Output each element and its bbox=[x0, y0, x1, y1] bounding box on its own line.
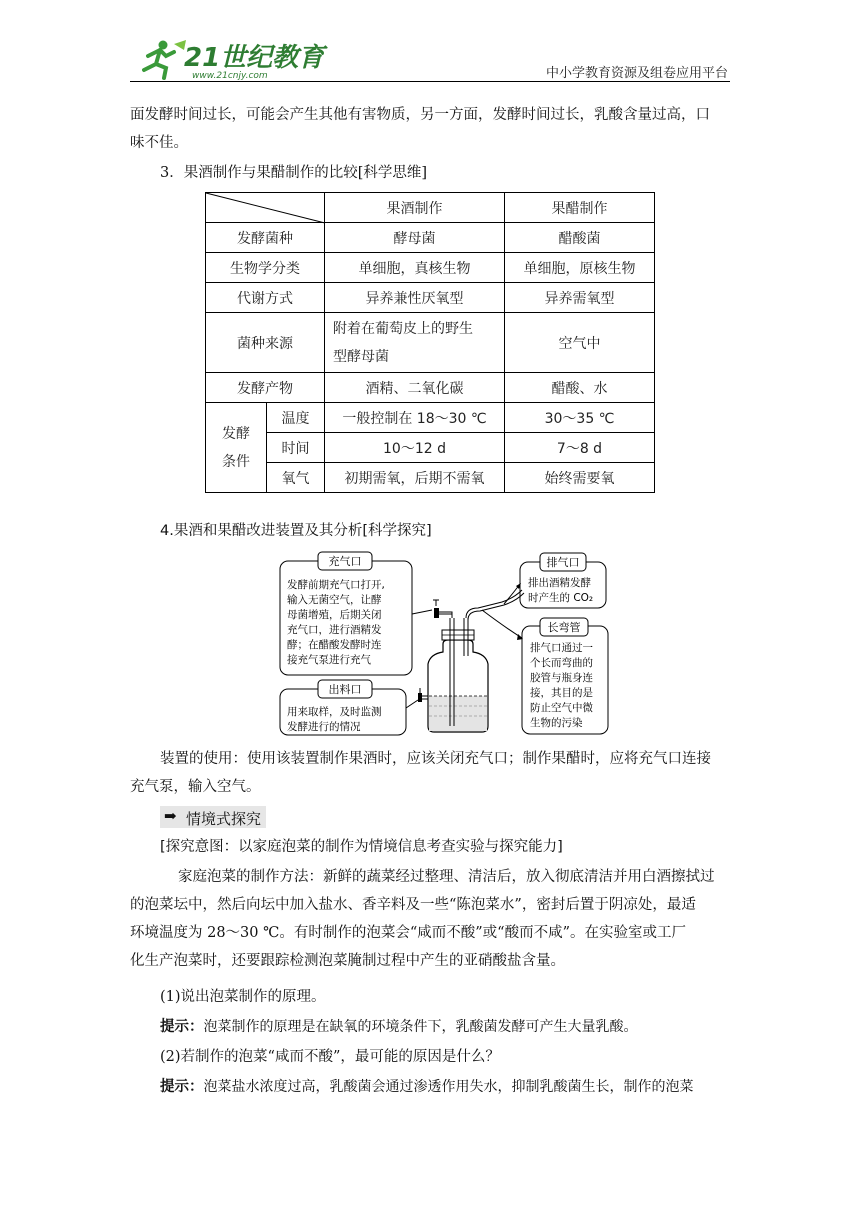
row-label: 代谢方式 bbox=[206, 283, 325, 313]
diagonal-header-cell bbox=[206, 193, 325, 223]
site-logo bbox=[130, 36, 325, 82]
page-header bbox=[0, 0, 860, 90]
inlet-line: 发酵前期充气口打开, bbox=[287, 579, 385, 591]
paragraph-line: 的泡菜坛中，然后向坛中加入盐水、香辛料及一些“陈泡菜水”，密封后置于阴凉处，最适 bbox=[130, 897, 696, 913]
paragraph-line: 充气泵，输入空气。 bbox=[130, 779, 261, 795]
cell-vinegar: 空气中 bbox=[505, 313, 655, 373]
section-4-title: 4.果酒和果醋改进装置及其分析[科学探究] bbox=[160, 523, 432, 539]
arrow-right-icon: ➡ bbox=[164, 807, 177, 825]
outlet-title: 出料口 bbox=[328, 683, 362, 696]
exhaust-callout bbox=[520, 553, 606, 608]
exhaust-title: 排气口 bbox=[546, 556, 580, 569]
cell-vinegar: 始终需要氧 bbox=[505, 463, 655, 493]
group-label-conditions bbox=[206, 403, 267, 493]
inlet-callout bbox=[280, 552, 412, 675]
table-row bbox=[206, 373, 655, 403]
group-label-line: 条件 bbox=[222, 453, 250, 470]
exhaust-line: 排出酒精发酵 bbox=[528, 577, 591, 589]
inlet-line: 酵；在醋酸发酵时连 bbox=[287, 639, 382, 651]
cell-wine: 酵母菌 bbox=[325, 223, 505, 253]
col-header-vinegar: 果醋制作 bbox=[505, 193, 655, 223]
table-row bbox=[206, 223, 655, 253]
cell-vinegar: 醋酸、水 bbox=[505, 373, 655, 403]
inlet-line: 母菌增殖，后期关闭 bbox=[287, 609, 382, 621]
cell-wine: 一般控制在 18～30 ℃ bbox=[325, 403, 505, 433]
cell-wine: 异养兼性厌氧型 bbox=[325, 283, 505, 313]
paragraph-line: 味不佳。 bbox=[130, 135, 188, 151]
fermentation-apparatus-diagram bbox=[278, 548, 614, 738]
table-row bbox=[206, 433, 655, 463]
row-label: 生物学分类 bbox=[206, 253, 325, 283]
row-label: 时间 bbox=[267, 433, 325, 463]
cell-vinegar: 7～8 d bbox=[505, 433, 655, 463]
cell-wine-line: 附着在葡萄皮上的野生 bbox=[333, 320, 473, 337]
tube-line: 个长而弯曲的 bbox=[530, 657, 593, 669]
paragraph-line: 家庭泡菜的制作方法：新鲜的蔬菜经过整理、清洁后，放入彻底清洁并用白酒擦拭过 bbox=[178, 869, 715, 885]
cell-vinegar: 异养需氧型 bbox=[505, 283, 655, 313]
answer-text: 泡菜盐水浓度过高，乳酸菌会通过渗透作用失水，抑制乳酸菌生长，制作的泡菜 bbox=[203, 1079, 694, 1095]
answer-2 bbox=[160, 1072, 694, 1102]
tube-line: 接，其目的是 bbox=[530, 687, 593, 699]
diagonal-line bbox=[206, 193, 325, 223]
outlet-line: 发酵进行的情况 bbox=[287, 721, 361, 733]
inlet-line: 输入无菌空气，让酵 bbox=[287, 594, 382, 606]
inlet-title: 充气口 bbox=[328, 555, 362, 568]
tube-line: 生物的污染 bbox=[530, 717, 583, 729]
row-label: 发酵菌种 bbox=[206, 223, 325, 253]
paragraph-line: 化生产泡菜时，还要跟踪检测泡菜腌制过程中产生的亚硝酸盐含量。 bbox=[130, 953, 565, 969]
runner-icon bbox=[144, 40, 186, 78]
answer-text: 泡菜制作的原理是在缺氧的环境条件下，乳酸菌发酵可产生大量乳酸。 bbox=[203, 1019, 638, 1035]
tube-line: 防止空气中微 bbox=[530, 702, 593, 714]
section-banner bbox=[160, 806, 266, 828]
paragraph-line: 面发酵时间过长，可能会产生其他有害物质，另一方面，发酵时间过长，乳酸含量过高，口 bbox=[130, 107, 710, 123]
table-row bbox=[206, 463, 655, 493]
cell-wine: 酒精、二氧化碳 bbox=[325, 373, 505, 403]
cell-wine: 初期需氧，后期不需氧 bbox=[325, 463, 505, 493]
col-header-wine: 果酒制作 bbox=[325, 193, 505, 223]
group-label-line: 发酵 bbox=[222, 425, 250, 442]
section-3-title: 3．果酒制作与果醋制作的比较[科学思维] bbox=[160, 165, 428, 181]
cell-wine: 单细胞，真核生物 bbox=[325, 253, 505, 283]
row-label: 氧气 bbox=[267, 463, 325, 493]
exhaust-line: 时产生的 CO₂ bbox=[528, 592, 594, 604]
platform-name: 中小学教育资源及组卷应用平台 bbox=[545, 66, 728, 81]
row-label: 菌种来源 bbox=[206, 313, 325, 373]
cell-vinegar: 醋酸菌 bbox=[505, 223, 655, 253]
tube-callout bbox=[522, 618, 608, 734]
outlet-line: 用来取样，及时监测 bbox=[287, 706, 382, 718]
inlet-line: 接充气泵进行充气 bbox=[287, 654, 371, 666]
tube-line: 胶管与瓶身连 bbox=[530, 672, 593, 684]
hint-label: 提示： bbox=[160, 1079, 204, 1095]
intent-line: [探究意图：以家庭泡菜的制作为情境信息考查实验与探究能力] bbox=[160, 839, 563, 855]
cell-wine-line: 型酵母菌 bbox=[333, 348, 389, 365]
paragraph-line: 环境温度为 28～30 ℃。有时制作的泡菜会“咸而不酸”或“酸而不咸”。在实验室或工厂 bbox=[130, 925, 686, 941]
table-row bbox=[206, 253, 655, 283]
cell-wine: 10～12 d bbox=[325, 433, 505, 463]
table-row bbox=[206, 283, 655, 313]
question-1: (1)说出泡菜制作的原理。 bbox=[160, 989, 326, 1005]
outlet-callout bbox=[280, 680, 406, 735]
row-label: 温度 bbox=[267, 403, 325, 433]
tube-line: 排气口通过一 bbox=[530, 642, 593, 654]
paragraph-line: 装置的使用：使用该装置制作果酒时，应该关闭充气口；制作果醋时，应将充气口连接 bbox=[160, 751, 711, 767]
hint-label: 提示： bbox=[160, 1019, 204, 1035]
fermentation-bottle bbox=[418, 590, 524, 732]
table-header-row bbox=[206, 193, 655, 223]
logo-text: 21世纪教育 bbox=[184, 43, 325, 73]
cell-wine bbox=[325, 313, 505, 373]
answer-1 bbox=[160, 1012, 638, 1042]
table-row bbox=[206, 313, 655, 373]
table-row bbox=[206, 403, 655, 433]
comparison-table bbox=[205, 192, 655, 493]
inlet-line: 充气口，进行酒精发 bbox=[287, 624, 382, 636]
question-2: (2)若制作的泡菜“咸而不酸”，最可能的原因是什么？ bbox=[160, 1049, 500, 1065]
cell-vinegar: 单细胞，原核生物 bbox=[505, 253, 655, 283]
logo-url: www.21cnjy.com bbox=[192, 71, 268, 81]
tube-title: 长弯管 bbox=[547, 621, 581, 634]
banner-label: 情境式探究 bbox=[186, 810, 262, 828]
cell-vinegar: 30～35 ℃ bbox=[505, 403, 655, 433]
header-divider bbox=[130, 81, 730, 82]
row-label: 发酵产物 bbox=[206, 373, 325, 403]
